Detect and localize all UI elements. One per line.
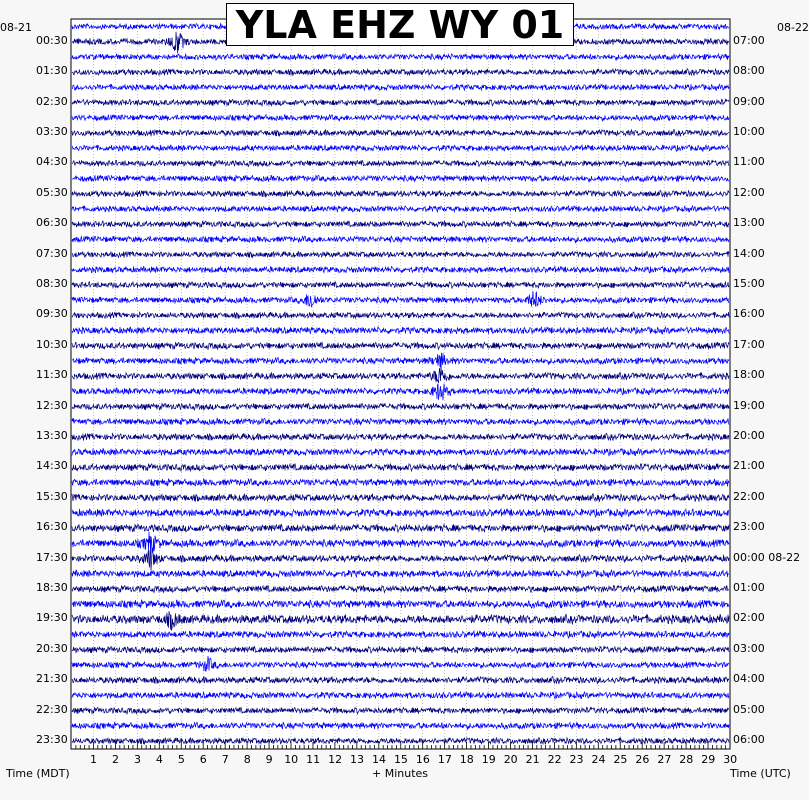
- right-tick-label: 20:00: [733, 428, 765, 442]
- right-tick-label: 14:00: [733, 246, 765, 260]
- x-tick-label: 9: [265, 753, 273, 766]
- x-tick-label: 6: [199, 753, 207, 766]
- left-tick-label: 14:30: [36, 459, 68, 473]
- right-tick-label: 11:00: [733, 155, 765, 169]
- right-tick-label: 09:00: [733, 94, 765, 108]
- x-tick-label: 15: [393, 753, 408, 766]
- x-tick-label: 30: [723, 753, 738, 766]
- left-tick-label: 23:30: [36, 732, 68, 746]
- x-tick-label: 29: [701, 753, 716, 766]
- right-tick-label: 19:00: [733, 398, 765, 412]
- left-tick-label: 04:30: [36, 155, 68, 169]
- right-tick-label: 08:00: [733, 64, 765, 78]
- x-tick-label: 23: [569, 753, 584, 766]
- left-tick-label: 17:30: [36, 550, 68, 564]
- right-tick-label: 12:00: [733, 185, 765, 199]
- right-tick-label: 10:00: [733, 124, 765, 138]
- left-tick-label: 10:30: [36, 337, 68, 351]
- left-tick-label: 09:30: [36, 307, 68, 321]
- right-axis-title: Time (UTC): [730, 767, 791, 780]
- left-tick-label: 01:30: [36, 64, 68, 78]
- right-tick-label: 16:00: [733, 307, 765, 321]
- right-tick-label: 02:00: [733, 611, 765, 625]
- x-tick-label: 4: [155, 753, 163, 766]
- left-tick-label: 00:30: [36, 33, 68, 47]
- left-tick-label: 16:30: [36, 520, 68, 534]
- left-tick-label: 05:30: [36, 185, 68, 199]
- right-tick-label: 06:00: [733, 732, 765, 746]
- x-tick-label: 8: [243, 753, 251, 766]
- x-tick-label: 25: [613, 753, 628, 766]
- x-tick-label: 7: [221, 753, 229, 766]
- x-tick-label: 13: [350, 753, 365, 766]
- x-tick-label: 12: [328, 753, 343, 766]
- right-tick-label: 18:00: [733, 368, 765, 382]
- right-tick-label: 03:00: [733, 641, 765, 655]
- right-tick-label: 07:00: [733, 33, 765, 47]
- right-tick-label: 00:00 08-22: [733, 550, 801, 564]
- left-tick-label: 20:30: [36, 641, 68, 655]
- x-tick-label: 16: [415, 753, 430, 766]
- chart-title: YLA EHZ WY 01: [226, 3, 574, 46]
- x-tick-label: 5: [177, 753, 185, 766]
- x-tick-label: 19: [481, 753, 496, 766]
- left-tick-label: 03:30: [36, 124, 68, 138]
- left-axis-title: Time (MDT): [6, 767, 70, 780]
- x-tick-label: 10: [284, 753, 299, 766]
- left-tick-label: 07:30: [36, 246, 68, 260]
- x-tick-label: 22: [547, 753, 562, 766]
- right-tick-label: 13:00: [733, 216, 765, 230]
- x-tick-label: 2: [112, 753, 119, 766]
- x-tick-label: 27: [657, 753, 672, 766]
- left-tick-label: 15:30: [36, 489, 68, 503]
- x-tick-label: 3: [133, 753, 141, 766]
- x-tick-label: 18: [459, 753, 474, 766]
- right-tick-label: 21:00: [733, 459, 765, 473]
- right-date-label: 08-22: [777, 21, 809, 34]
- left-tick-label: 11:30: [36, 368, 68, 382]
- right-tick-label: 17:00: [733, 337, 765, 351]
- x-tick-label: 28: [679, 753, 694, 766]
- x-tick-label: 26: [635, 753, 650, 766]
- x-tick-label: 1: [90, 753, 98, 766]
- left-tick-label: 21:30: [36, 672, 68, 686]
- right-tick-label: 01:00: [733, 580, 765, 594]
- right-tick-label: 15:00: [733, 276, 765, 290]
- left-tick-label: 02:30: [36, 94, 68, 108]
- left-tick-label: 06:30: [36, 216, 68, 230]
- left-date-label: 08-21: [0, 21, 32, 34]
- right-tick-label: 05:00: [733, 702, 765, 716]
- x-tick-label: 11: [306, 753, 321, 766]
- left-tick-label: 13:30: [36, 428, 68, 442]
- left-tick-label: 22:30: [36, 702, 68, 716]
- right-tick-label: 04:00: [733, 672, 765, 686]
- right-tick-label: 22:00: [733, 489, 765, 503]
- right-tick-label: 23:00: [733, 520, 765, 534]
- left-tick-label: 18:30: [36, 580, 68, 594]
- x-tick-label: 17: [437, 753, 452, 766]
- x-tick-label: 20: [503, 753, 518, 766]
- x-axis-title: + Minutes: [372, 767, 429, 780]
- plot-area: [71, 19, 730, 749]
- left-tick-label: 19:30: [36, 611, 68, 625]
- left-tick-label: 12:30: [36, 398, 68, 412]
- x-tick-label: 14: [372, 753, 386, 766]
- x-tick-label: 24: [591, 753, 606, 766]
- left-tick-label: 08:30: [36, 276, 68, 290]
- x-tick-label: 21: [525, 753, 540, 766]
